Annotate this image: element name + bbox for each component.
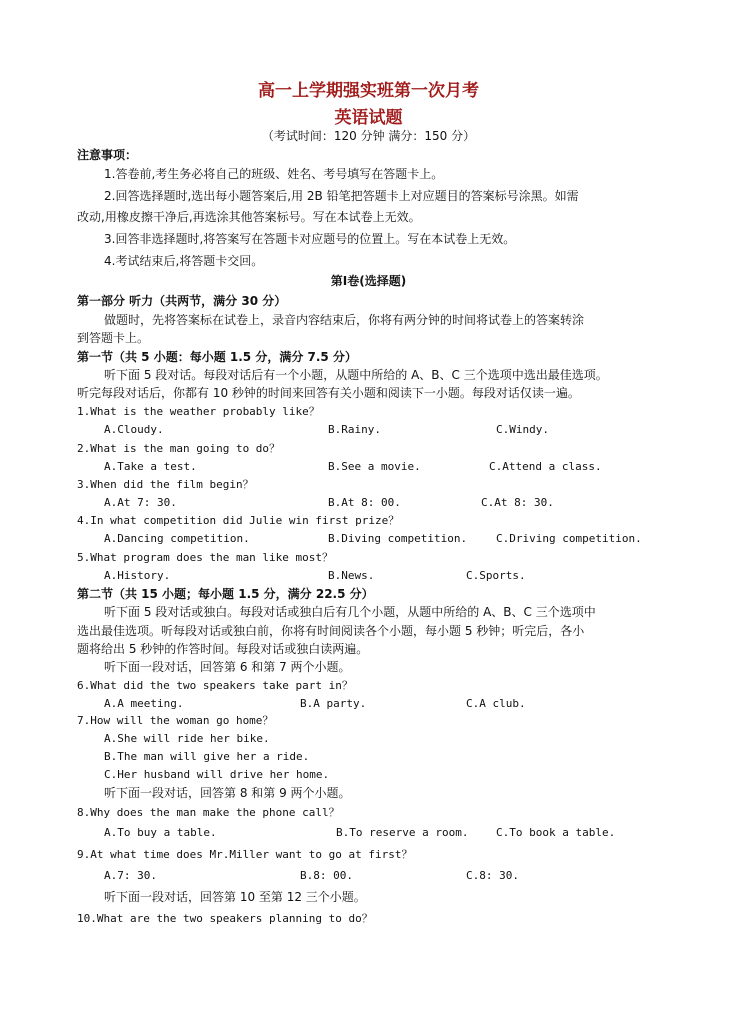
listen-instruction: 听下面一段对话，回答第 6 和第 7 两个小题。 — [104, 660, 351, 674]
question-4: 4.In what competition did Julie win first prize？ — [77, 514, 400, 527]
exam-info: （考试时间：120 分钟 满分：150 分） — [261, 129, 476, 143]
section1-intro: 听下面 5 段对话。每段对话后有一个小题，从题中所给的 A、B、C 三个选项中选出最佳选项。 — [104, 368, 608, 382]
listen-instruction: 听下面一段对话，回答第 10 至第 12 三个小题。 — [104, 890, 366, 904]
option-b: B.At 8: 00. — [328, 496, 401, 509]
option-a: A.To buy a table. — [104, 826, 217, 839]
exam-title: 高一上学期强实班第一次月考 — [258, 81, 479, 101]
option-b: B.Rainy. — [328, 423, 381, 436]
section1-heading: 第一节（共 5 小题：每小题 1.5 分，满分 7.5 分） — [77, 350, 357, 364]
option-b: B.Diving competition. — [328, 532, 468, 545]
option-c: C.At 8: 30. — [481, 496, 554, 509]
option-a: A.At 7: 30. — [104, 496, 177, 509]
section2-heading: 第二节（共 15 小题；每小题 1.5 分，满分 22.5 分） — [77, 587, 374, 601]
option-a: A.Take a test. — [104, 460, 197, 473]
part1-heading: 第一部分 听力（共两节，满分 30 分） — [77, 294, 287, 308]
exam-subject: 英语试题 — [334, 108, 403, 128]
section2-intro: 听下面 5 段对话或独白。每段对话或独白后有几个小题，从题中所给的 A、B、C 三个选项中 — [104, 605, 596, 619]
section1-intro: 听完每段对话后，你都有 10 秒钟的时间来回答有关小题和阅读下一小题。每段对话仅读一遍。 — [77, 386, 580, 400]
question-8: 8.Why does the man make the phone call？ — [77, 806, 340, 819]
question-5: 5.What program does the man like most？ — [77, 551, 334, 564]
volume-heading: 第Ⅰ卷(选择题) — [330, 274, 407, 288]
option-a: A.Cloudy. — [104, 423, 164, 436]
option-c: C.A club. — [466, 697, 526, 710]
option-a: A.History. — [104, 569, 171, 582]
option-b: B.See a movie. — [328, 460, 421, 473]
option-c: C.8: 30. — [466, 869, 519, 882]
question-2: 2.What is the man going to do？ — [77, 442, 281, 455]
notes-heading: 注意事项： — [77, 148, 138, 162]
option-b: B.8: 00. — [300, 869, 353, 882]
option-c: C.Attend a class. — [489, 460, 602, 473]
option-c: C.Sports. — [466, 569, 526, 582]
note-item: 2.回答选择题时,选出每小题答案后,用 2B 铅笔把答题卡上对应题目的答案标号涂黑。如需 — [104, 189, 579, 203]
option-a: A.7: 30. — [104, 869, 157, 882]
option-b: B.News. — [328, 569, 375, 582]
option-a: A.A meeting. — [104, 697, 184, 710]
option-b: B.A party. — [300, 697, 367, 710]
note-item: 4.考试结束后,将答题卡交回。 — [104, 254, 264, 268]
question-10: 10.What are the two speakers planning to do？ — [77, 912, 373, 925]
part1-intro: 做题时，先将答案标在试卷上，录音内容结束后，你将有两分钟的时间将试卷上的答案转涂 — [104, 313, 585, 327]
question-6: 6.What did the two speakers take part in？ — [77, 679, 353, 692]
option-a: A.She will ride her bike. — [104, 732, 270, 745]
note-item: 1.答卷前,考生务必将自己的班级、姓名、考号填写在答题卡上。 — [104, 167, 444, 181]
option-c: C.To book a table. — [496, 826, 616, 839]
option-c: C.Driving competition. — [496, 532, 642, 545]
question-7: 7.How will the woman go home？ — [77, 714, 274, 727]
section2-intro: 题将给出 5 秒钟的作答时间。每段对话或独白读两遍。 — [77, 642, 369, 656]
question-9: 9.At what time does Mr.Miller want to go at first？ — [77, 848, 413, 861]
option-b: B.The man will give her a ride. — [104, 750, 310, 763]
question-1: 1.What is the weather probably like？ — [77, 405, 320, 418]
option-c: C.Windy. — [496, 423, 549, 436]
option-a: A.Dancing competition. — [104, 532, 250, 545]
option-b: B.To reserve a room. — [336, 826, 469, 839]
section2-intro: 选出最佳选项。听每段对话或独白前，你将有时间阅读各个小题，每小题 5 秒钟；听完后，各小 — [77, 624, 585, 638]
question-3: 3.When did the film begin？ — [77, 478, 254, 491]
option-c: C.Her husband will drive her home. — [104, 768, 330, 781]
listen-instruction: 听下面一段对话，回答第 8 和第 9 两个小题。 — [104, 786, 351, 800]
note-item: 3.回答非选择题时,将答案写在答题卡对应题号的位置上。写在本试卷上无效。 — [104, 232, 516, 246]
part1-intro: 到答题卡上。 — [77, 331, 150, 345]
note-item: 改动,用橡皮擦干净后,再选涂其他答案标号。写在本试卷上无效。 — [77, 210, 421, 224]
